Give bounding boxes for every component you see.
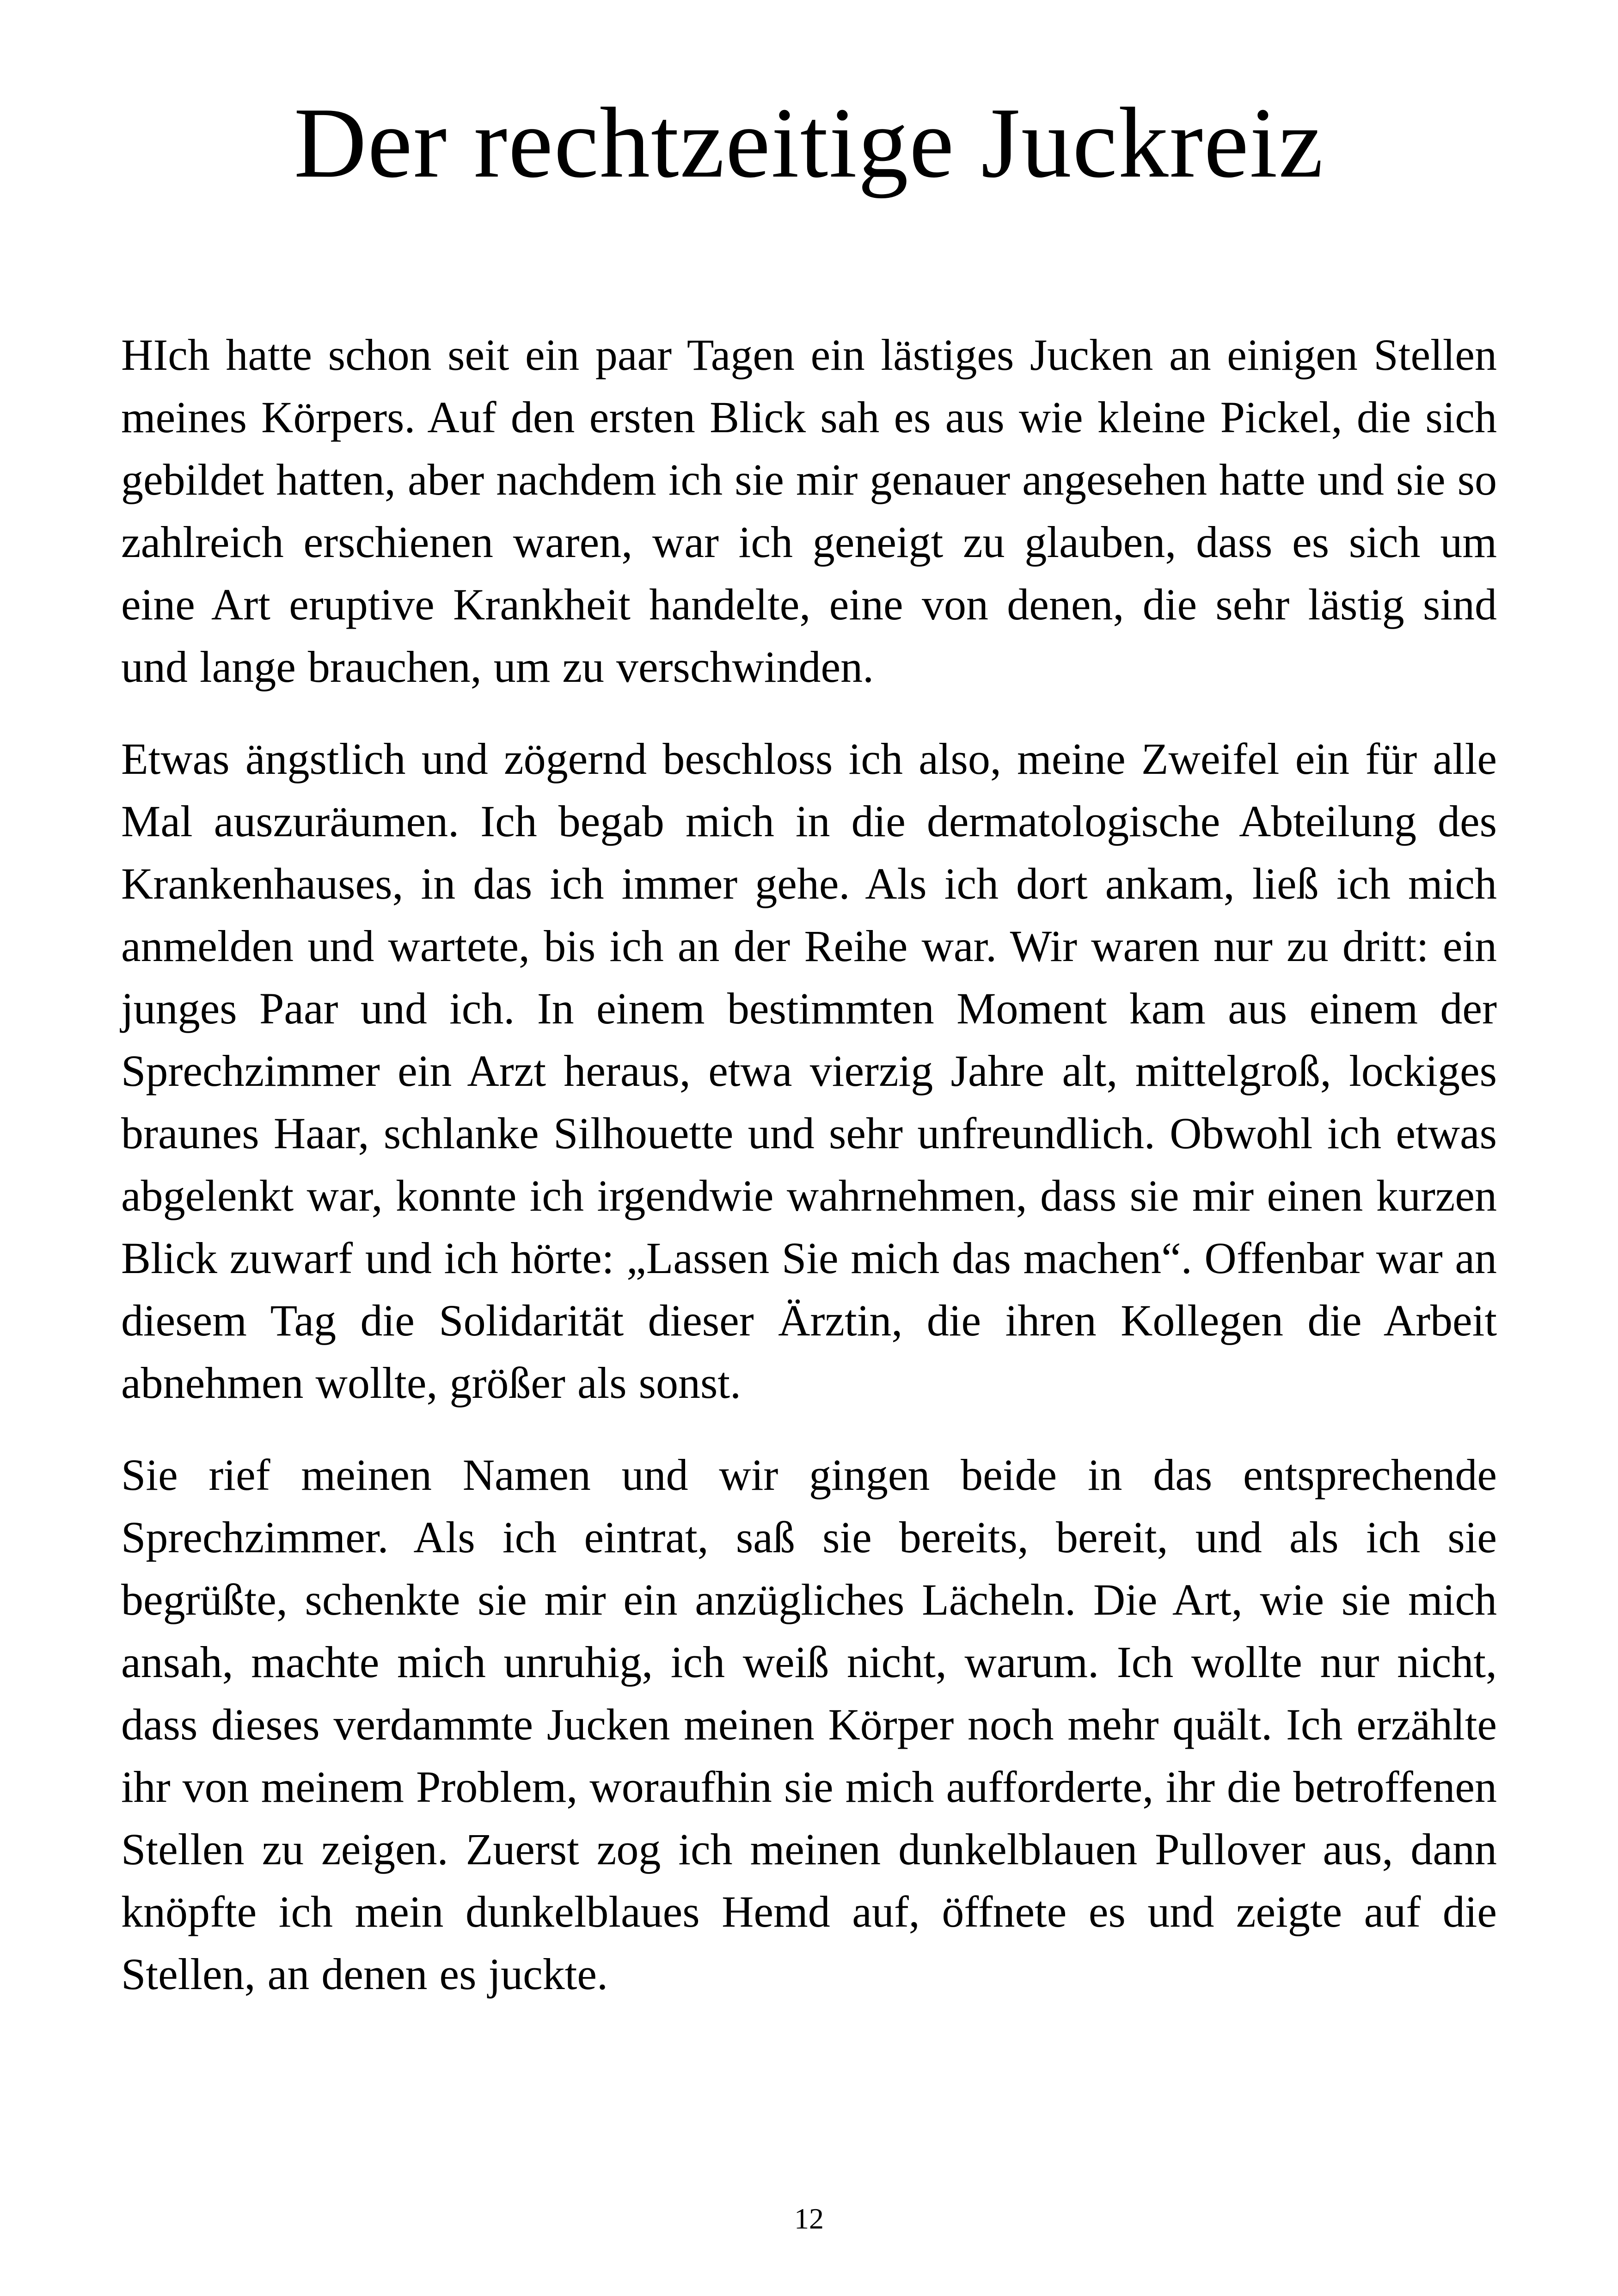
page-number: 12 xyxy=(794,2202,824,2235)
paragraph-1: HIch hatte schon seit ein paar Tagen ein lästiges Jucken an einigen Stellen meines Körpers. Auf den ersten Blick sah es aus wie kleine Pickel, die sich gebildet hatten, aber nachdem ich sie mir genauer angesehen hatte und sie so zahlreich erschienen waren, war ich geneigt zu glauben, dass es sich um eine Art eruptive Krankheit handelte, eine von denen, die sehr lästig sind und lange brauchen, um zu verschwinden. xyxy=(121,330,1497,692)
chapter-title: Der rechtzeitige Juckreiz xyxy=(294,87,1324,199)
paragraph-2: Etwas ängstlich und zögernd beschloss ich also, meine Zweifel ein für alle Mal auszuräumen. Ich begab mich in die dermatologische Abteilung des Krankenhauses, in das ich immer gehe. Als ich dort ankam, ließ ich mich anmelden und wartete, bis ich an der Reihe war. Wir waren nur zu dritt: ein junges Paar und ich. In einem bestimmten Moment kam aus einem der Sprechzimmer ein Arzt heraus, etwa vierzig Jahre alt, mittelgroß, lockiges braunes Haar, schlanke Silhouette und sehr unfreundlich. Obwohl ich etwas abgelenkt war, konnte ich irgendwie wahrnehmen, dass sie mir einen kurzen Blick zuwarf und ich hörte: „Lassen Sie mich das machen“. Offenbar war an diesem Tag die Solidarität dieser Ärztin, die ihren Kollegen die Arbeit abnehmen wollte, größer als sonst. xyxy=(121,734,1497,1408)
paragraph-3: Sie rief meinen Namen und wir gingen beide in das entsprechende Sprechzimmer. Als ich eintrat, saß sie bereits, bereit, und als ich sie begrüßte, schenkte sie mir ein anzügliches Lächeln. Die Art, wie sie mich ansah, machte mich unruhig, ich weiß nicht, warum. Ich wollte nur nicht, dass dieses verdammte Jucken meinen Körper noch mehr quält. Ich erzählte ihr von meinem Problem, woraufhin sie mich aufforderte, ihr die betroffenen Stellen zu zeigen. Zuerst zog ich meinen dunkelblauen Pullover aus, dann knöpfte ich mein dunkelblaues Hemd auf, öffnete es und zeigte auf die Stellen, an denen es juckte. xyxy=(121,1450,1497,1999)
body-text xyxy=(121,324,1497,2035)
